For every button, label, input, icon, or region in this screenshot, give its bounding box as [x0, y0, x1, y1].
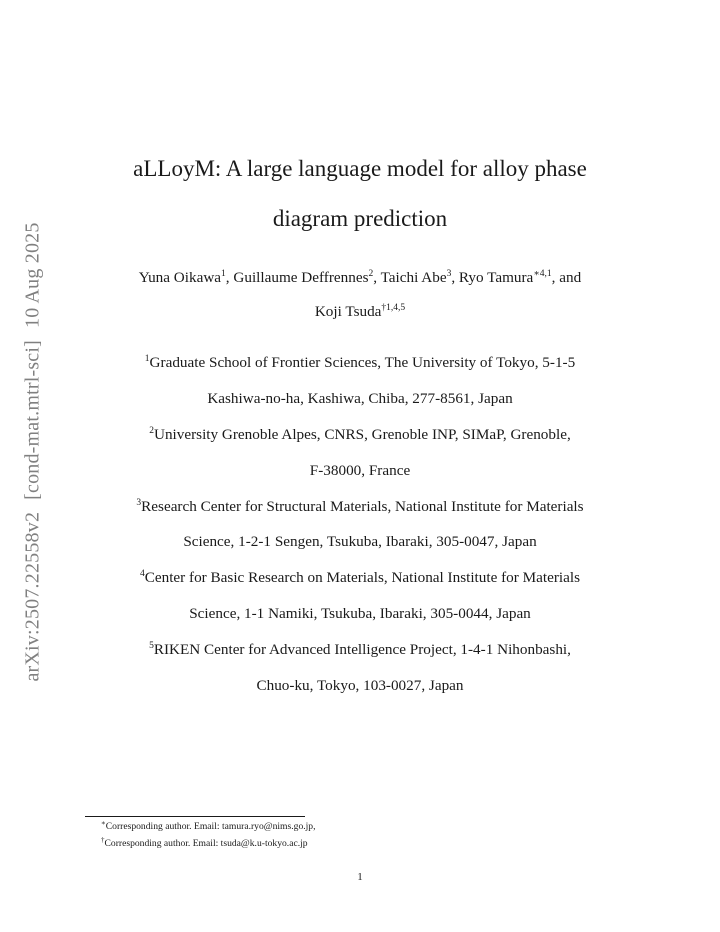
author-name: Ryo Tamura: [458, 269, 534, 286]
affiliation-3-line-2: Science, 1-2-1 Sengen, Tsukuba, Ibaraki, 305-0047, Japan: [183, 533, 537, 550]
affiliation-text: University Grenoble Alpes, CNRS, Grenoble INP, SIMaP, Grenoble,: [153, 426, 571, 443]
footnote-corresponding-2: [101, 838, 308, 849]
footnote-text: Corresponding author. Email: tamura.ryo@nims.go.jp,: [105, 821, 316, 832]
affiliation-text: RIKEN Center for Advanced Intelligence Project, 1-4-1 Nihonbashi,: [153, 641, 571, 658]
page-number: 1: [357, 871, 363, 883]
affiliation-mark: 1: [144, 354, 150, 364]
affiliation-2-line-1: [0, 426, 720, 444]
author-affiliation-mark: 3: [446, 269, 452, 279]
arxiv-date: 10 Aug 2025: [21, 222, 44, 328]
author-affiliation-mark: 1: [221, 269, 226, 279]
affiliation-4-line-1: [0, 569, 720, 587]
affiliation-mark: 2: [149, 426, 154, 436]
author-list-line-2: [0, 303, 720, 321]
affiliation-2-line-2: F-38000, France: [309, 462, 411, 479]
footnote-corresponding-1: [101, 821, 316, 832]
affiliation-5-line-2: Chuo-ku, Tokyo, 103-0027, Japan: [256, 677, 464, 694]
author-affiliation-mark: ∗4,1: [533, 269, 552, 279]
arxiv-id[interactable]: arXiv:2507.22558v2: [21, 511, 44, 682]
author-name: Koji Tsuda: [314, 303, 382, 320]
footnote-divider: [85, 816, 305, 817]
author-name: Taichi Abe: [380, 269, 447, 286]
affiliation-1-line-2: Kashiwa-no-ha, Kashiwa, Chiba, 277-8561, Japan: [207, 390, 513, 407]
affiliation-4-line-2: Science, 1-1 Namiki, Tsukuba, Ibaraki, 305-0044, Japan: [189, 605, 531, 622]
affiliation-1-line-1: [0, 354, 720, 372]
footnote-mark: †: [101, 836, 105, 844]
author-affiliation-mark: †1,4,5: [381, 303, 406, 313]
paper-title-line-2: diagram prediction: [272, 206, 448, 231]
affiliation-3-line-1: [0, 498, 720, 516]
author-name: Guillaume Deffrennes: [233, 269, 369, 286]
footnote-text: Corresponding author. Email: tsuda@k.u-tokyo.ac.jp: [104, 838, 308, 849]
footnote-mark: ∗: [101, 819, 106, 827]
author-list-line-1: Yuna Oikawa$^1$, Guillaume Deffrennes$^2$, Taichi Abe$^3$, Ryo Tamura$^{∗4,1}$, and: [138, 269, 582, 286]
affiliation-mark: 5: [149, 641, 154, 651]
arxiv-category: [cond-mat.mtrl-sci]: [21, 339, 44, 500]
paper-title-line-1: aLLoyM: A large language model for alloy phase: [133, 156, 587, 181]
affiliation-text: Center for Basic Research on Materials, National Institute for Materials: [144, 569, 580, 586]
affiliation-text: Graduate School of Frontier Sciences, The University of Tokyo, 5-1-5: [149, 354, 576, 371]
affiliation-mark: 4: [140, 569, 145, 579]
affiliation-text: Research Center for Structural Materials, National Institute for Materials: [141, 498, 584, 515]
affiliation-5-line-1: [0, 641, 720, 659]
affiliation-mark: 3: [136, 498, 142, 508]
author-affiliation-mark: 2: [368, 269, 374, 279]
author-name: Yuna Oikawa: [138, 269, 222, 286]
author-conjunction: , and: [551, 269, 582, 286]
